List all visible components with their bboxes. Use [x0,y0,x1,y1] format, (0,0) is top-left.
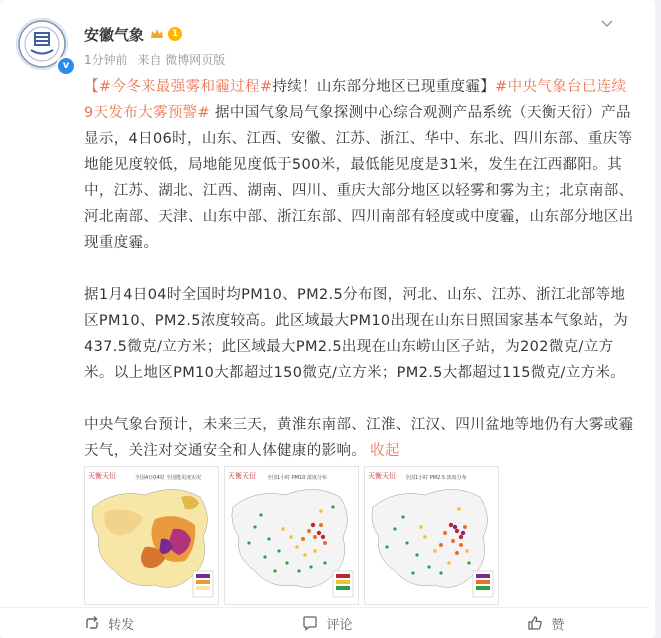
post-source: 来自 微博网页版 [137,53,226,67]
image-pm25-map[interactable] [364,466,499,605]
repost-button[interactable] [0,614,218,633]
user-name[interactable]: 安徽气象 [84,25,145,44]
comment-label: 评论 [326,617,353,633]
action-bar [0,608,655,638]
repost-label: 转发 [108,617,135,633]
map-title-3: 全国1小时 PM2.5 浓度分布 [405,475,467,481]
level-badge: 1 [168,27,182,41]
scrollbar[interactable] [655,0,661,638]
chevron-down-icon[interactable] [597,14,617,34]
watermark-text: 天衡天衍 [368,472,396,480]
collapse-link[interactable]: 收起 [370,443,400,459]
topic-tag-fog-warning[interactable]: #中央气象台已连续9天发布大雾预警# [84,79,627,121]
like-button[interactable] [437,614,655,633]
image-pm10-map[interactable] [224,466,359,605]
map-title-2: 全国1小时 PM10 浓度分布 [267,475,328,481]
verified-badge-icon: v [56,56,76,76]
thumbs-up-icon [527,615,543,631]
map-title-1: 全国4日04时 全国能见度实况 [135,475,202,481]
post-text [84,74,634,490]
watermark-text: 天衡天衍 [88,472,116,480]
post-paragraph-2: 据1月4日04时全国时均PM10、PM2.5分布图，河北、山东、江苏、浙江北部等地区PM10、PM2.5浓度较高。此区域最大PM10出现在山东日照国家基本气象站，为437.5微克/立方米；此区域最大PM2.5出现在山东崂山区子站，为202微克/立方米。以上地区PM10大都超过150微克/立方米；PM2.5大都超过115微克/立方米。 [84,287,629,381]
repost-icon [84,615,100,631]
topic-tag-fog-haze[interactable]: 【#今冬来最强雾和霾过程# [84,79,273,95]
image-visibility-map[interactable] [84,466,219,605]
image-grid [84,466,499,605]
like-label: 赞 [551,617,565,633]
post-meta [84,51,231,68]
post-headline: 持续！山东部分地区已现重度霾】 [272,79,496,95]
post-time[interactable]: 1分钟前 [84,53,128,67]
post-paragraph-1: 据中国气象局气象探测中心综合观测产品系统（天衡天衍）产品显示，4日06时，山东、江西、安徽、江苏、浙江、华中、东北、四川东部、重庆等地能见度较低，局地能见度低于500米，最低能见度是31米，发生在江西鄱阳。其中，江苏、湖北、江西、湖南、四川、重庆大部分地区以轻雾和雾为主；北京南部、河北南部、天津、山东中部、浙江东部、四川南部有轻度或中度霾，山东部分地区出现重度霾。 [84,105,634,251]
comment-button[interactable] [218,614,436,633]
crown-icon [150,28,164,40]
watermark-text: 天衡天衍 [228,472,256,480]
post-paragraph-3: 中央气象台预计，未来三天，黄淮东南部、江淮、江汉、四川盆地等地仍有大雾或霾天气，关注对交通安全和人体健康的影响。 [84,417,634,459]
comment-icon [302,615,318,631]
